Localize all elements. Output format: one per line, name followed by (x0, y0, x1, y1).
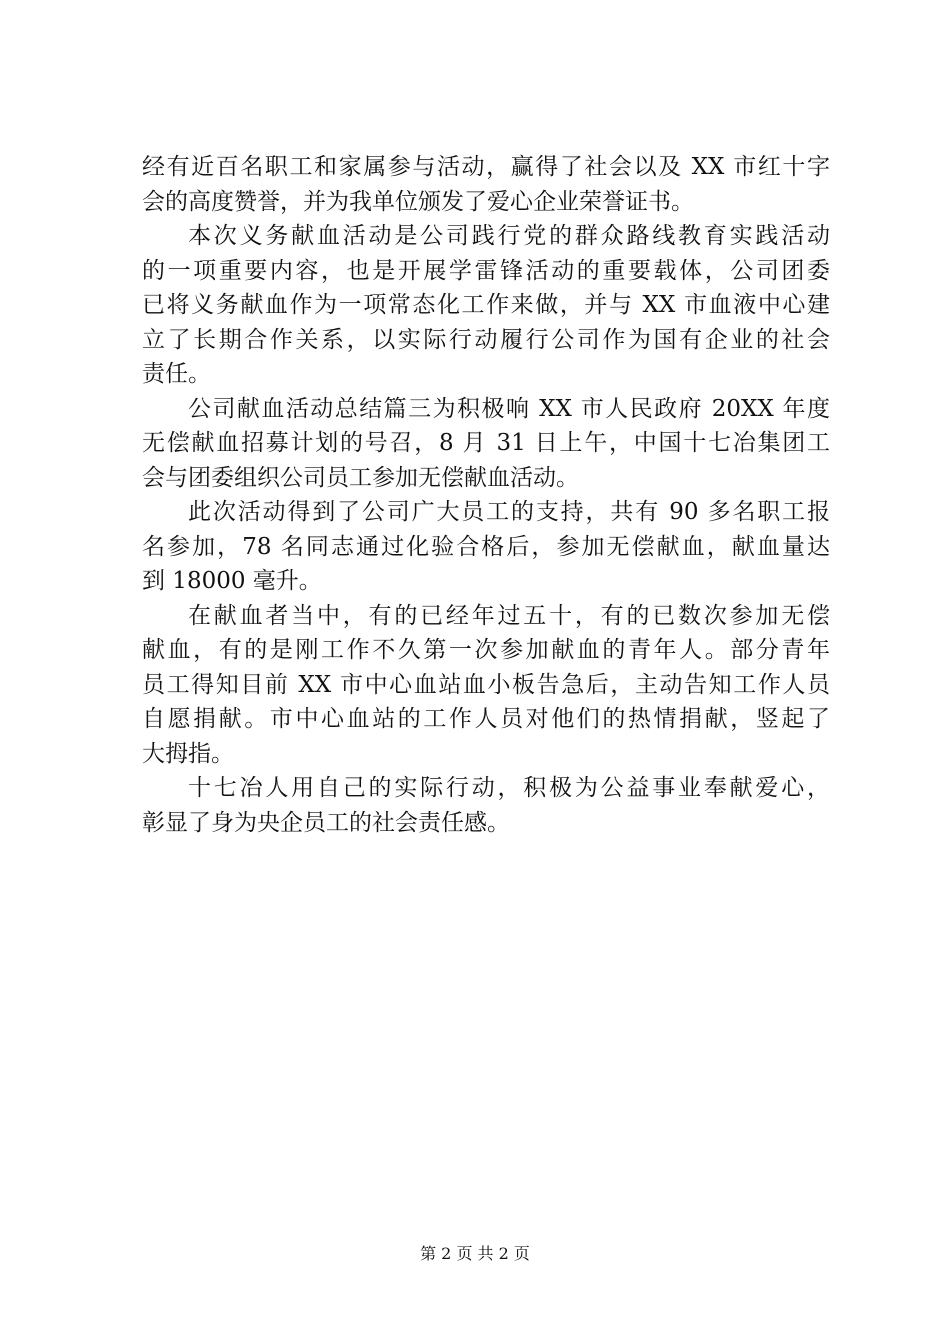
paragraph-6 (142, 771, 830, 840)
text-line: 已将义务献血作为一项常态化工作来做，并与 XX 市血液中心建 (142, 292, 830, 318)
text-line: 名参加，78 名同志通过化验合格后，参加无偿献血，献血量达 (142, 533, 830, 560)
paragraph-1 (142, 150, 830, 219)
paragraph-4 (142, 495, 830, 599)
text-line: 会的高度赞誉，并为我单位颁发了爱心企业荣誉证书。 (142, 188, 694, 215)
paragraph-2 (142, 219, 830, 392)
text-line: 无偿献血招募计划的号召，8 月 31 日上午，中国十七冶集团工 (142, 430, 830, 456)
text-line: 员工得知目前 XX 市中心血站血小板告急后，主动告知工作人员 (142, 671, 830, 698)
text-line: 的一项重要内容，也是开展学雷锋活动的重要载体，公司团委 (142, 257, 830, 284)
text-line: 大拇指。 (142, 740, 234, 767)
page-footer: 第 2 页 共 2 页 (420, 1244, 530, 1263)
text-line: 在献血者当中，有的已经年过五十，有的已数次参加无偿 (188, 602, 830, 629)
text-line: 公司献血活动总结篇三为积极响 XX 市人民政府 20XX 年度 (188, 395, 830, 422)
text-line: 经有近百名职工和家属参与活动，赢得了社会以及 XX 市红十字 (142, 154, 830, 180)
paragraph-5 (142, 599, 830, 772)
text-line: 到 18000 毫升。 (142, 568, 322, 594)
text-line: 此次活动得到了公司广大员工的支持，共有 90 多名职工报 (188, 499, 830, 525)
document-body (142, 150, 830, 840)
text-line: 责任。 (142, 361, 211, 387)
text-line: 立了长期合作关系，以实际行动履行公司作为国有企业的社会 (142, 326, 830, 353)
paragraph-3 (142, 392, 830, 496)
text-line: 彰显了身为央企员工的社会责任感。 (142, 809, 510, 836)
text-line: 十七冶人用自己的实际行动，积极为公益事业奉献爱心， (188, 775, 830, 801)
text-line: 本次义务献血活动是公司践行党的群众路线教育实践活动 (188, 223, 830, 249)
text-line: 献血，有的是刚工作不久第一次参加献血的青年人。部分青年 (142, 637, 830, 663)
text-line: 自愿捐献。市中心血站的工作人员对他们的热情捐献，竖起了 (142, 706, 830, 732)
text-line: 会与团委组织公司员工参加无偿献血活动。 (142, 464, 579, 491)
